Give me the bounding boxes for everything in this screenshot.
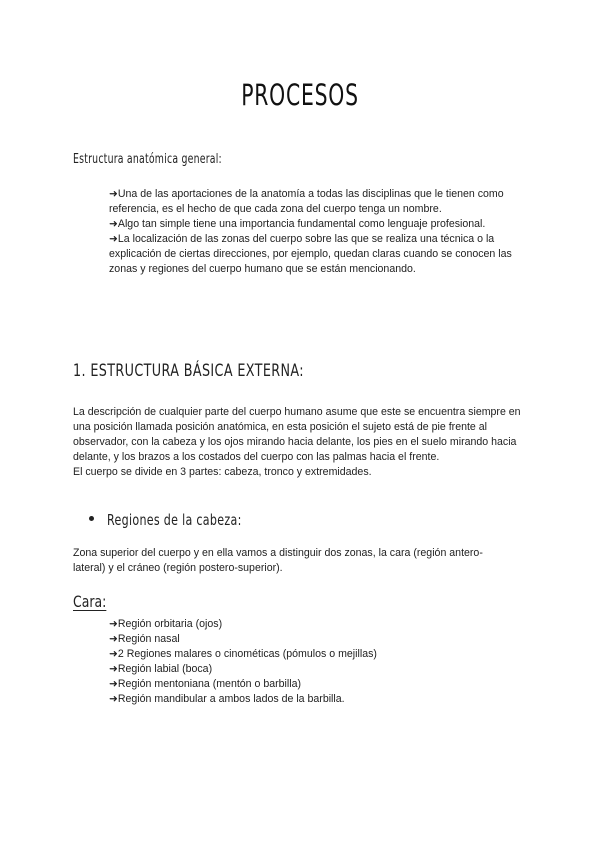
cara-arrow-list [109, 617, 509, 707]
list-item: ➜Una de las aportaciones de la anatomía a todas las disciplinas que le tienen como referencia, es el hecho de que cada zona del cuerpo tenga un nombre. [109, 188, 504, 215]
section-heading-estructura-general: Estructura anatómica general: [73, 152, 222, 167]
section-heading-cara: Cara: [73, 592, 107, 611]
intro-arrow-list [109, 187, 529, 277]
paragraph-line: El cuerpo se divide en 3 partes: cabeza, tronco y extremidades. [73, 466, 372, 478]
list-item: ➜Región mandibular a ambos lados de la barbilla. [109, 693, 345, 705]
section-heading-regiones-cabeza: Regiones de la cabeza: [107, 511, 242, 529]
bullet-icon [89, 516, 94, 521]
list-item: ➜La localización de las zonas del cuerpo sobre las que se realiza una técnica o la explicación de ciertas direcciones, por ejemplo, quedan claras cuando se conocen las zonas y regiones del cuerpo humano que se están mencionando. [109, 233, 512, 275]
list-item: ➜Región labial (boca) [109, 663, 213, 675]
section-heading-estructura-basica: 1. ESTRUCTURA BÁSICA EXTERNA: [73, 361, 304, 381]
list-item: ➜Región nasal [109, 633, 180, 645]
list-item: ➜Región orbitaria (ojos) [109, 618, 223, 630]
list-item: ➜Algo tan simple tiene una importancia fundamental como lenguaje profesional. [109, 218, 486, 230]
description-paragraph [73, 405, 533, 480]
zona-paragraph: Zona superior del cuerpo y en ella vamos a distinguir dos zonas, la cara (región antero-lateral) y el cráneo (región postero-superior). [73, 547, 483, 574]
list-item: ➜Región mentoniana (mentón o barbilla) [109, 678, 302, 690]
page-title: PROCESOS [241, 78, 359, 112]
list-item: ➜2 Regiones malares o cinométicas (pómulos o mejillas) [109, 648, 377, 660]
paragraph-line: La descripción de cualquier parte del cuerpo humano asume que este se encuentra siempre en una posición llamada posición anatómica, en esta posición el sujeto está de pie frente al observador, con la cabeza y los ojos mirando hacia delante, los pies en el suelo mirando hacia delante, y los brazos a los costados del cuerpo con las palmas hacia el frente. [73, 406, 521, 463]
